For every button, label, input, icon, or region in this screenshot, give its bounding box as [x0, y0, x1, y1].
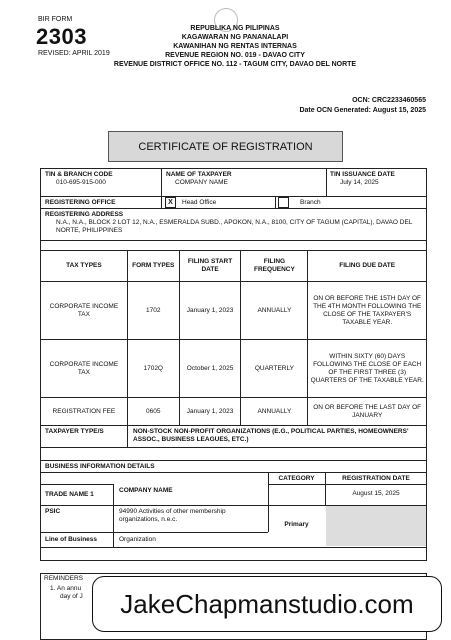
head-office-label: Head Office — [182, 199, 217, 206]
column-header: FILING FREQUENCY — [241, 251, 308, 282]
agency-line: KAWANIHAN NG RENTAS INTERNAS — [173, 43, 297, 50]
issuance-date-value: July 14, 2025 — [340, 179, 379, 186]
psic-label: PSIC — [45, 508, 61, 515]
revised-date: REVISED: APRIL 2019 — [38, 50, 110, 57]
taxpayer-name-label: NAME OF TAXPAYER — [166, 171, 232, 178]
empty-shaded-cell — [326, 506, 426, 546]
form-type-cell: 1702 — [127, 282, 179, 340]
tax-type-cell: CORPORATE INCOME TAX — [41, 340, 128, 398]
frequency-cell: QUARTERLY — [241, 340, 308, 398]
line-of-business-label: Line of Business — [45, 536, 98, 543]
column-header: TAX TYPES — [41, 251, 128, 282]
taxpayer-name-value: COMPANY NAME — [175, 179, 228, 186]
column-header: FILING START DATE — [179, 251, 241, 282]
trade-name-value: COMPANY NAME — [119, 487, 173, 494]
line-of-business-value: Organization — [119, 536, 156, 543]
start-date-cell: January 1, 2023 — [179, 398, 241, 426]
column-header: FORM TYPES — [127, 251, 179, 282]
tax-type-cell: REGISTRATION FEE — [41, 398, 128, 426]
reminder-line: 1. An annu — [50, 585, 82, 592]
tin-label: TIN & BRANCH CODE — [45, 171, 113, 178]
tax-types-table — [40, 250, 427, 426]
agency-line: REPUBLIKA NG PILIPINAS — [190, 25, 280, 32]
watermark-banner: JakeChapmanstudio.com — [92, 576, 442, 632]
agency-line: REVENUE DISTRICT OFFICE NO. 112 - TAGUM CITY, DAVAO DEL NORTE — [113, 61, 357, 68]
business-info-label: BUSINESS INFORMATION DETAILS — [45, 463, 155, 470]
table-row — [41, 282, 427, 340]
frequency-cell: ANNUALLY — [241, 282, 308, 340]
start-date-cell: October 1, 2025 — [179, 340, 241, 398]
due-date-cell: WITHIN SIXTY (60) DAYS FOLLOWING THE CLOSE OF EACH OF THE FIRST THREE (3) QUARTERS OF THE TAXABLE YEAR. — [308, 340, 427, 398]
branch-checkbox[interactable] — [278, 197, 289, 208]
taxpayer-type-label: TAXPAYER TYPE/S — [45, 428, 104, 435]
registration-date-header: REGISTRATION DATE — [342, 475, 410, 482]
table-header-row — [41, 251, 427, 282]
form-label: BIR FORM — [38, 16, 73, 23]
registering-address-label: REGISTERING ADDRESS — [45, 211, 124, 218]
due-date-cell: ON OR BEFORE THE 15TH DAY OF THE 4TH MONTH FOLLOWING THE CLOSE OF THE TAXPAYER'S TAXABLE YEAR. — [308, 282, 427, 340]
category-value: Primary — [284, 521, 309, 528]
due-date-cell: ON OR BEFORE THE LAST DAY OF JANUARY — [308, 398, 427, 426]
head-office-checkbox[interactable]: X — [165, 197, 176, 208]
agency-header — [95, 24, 375, 69]
psic-value: 94990 Activities of other membership organizations, n.e.c. — [119, 508, 226, 523]
trade-name-label: TRADE NAME 1 — [45, 491, 94, 498]
table-row — [41, 340, 427, 398]
registration-date-value: August 15, 2025 — [352, 490, 400, 497]
tax-type-cell: CORPORATE INCOME TAX — [41, 282, 128, 340]
start-date-cell: January 1, 2023 — [179, 282, 241, 340]
table-row — [41, 398, 427, 426]
column-header: FILING DUE DATE — [308, 251, 427, 282]
ocn-block — [299, 96, 426, 115]
reminder-line: day of J — [60, 593, 83, 600]
frequency-cell: ANNUALLY — [241, 398, 308, 426]
ocn-date: Date OCN Generated: August 15, 2025 — [299, 106, 426, 114]
ocn-number: OCN: CRC2233460565 — [352, 97, 426, 104]
form-type-cell: 1702Q — [127, 340, 179, 398]
branch-label: Branch — [300, 199, 321, 206]
registering-address-value: N.A., N.A., BLOCK 2 LOT 12, N.A., ESMERALDA SUBD., APOKON, N.A., 8100, CITY OF TAGUM (CAPITAL), DAVAO DEL NORTE, PHILIPPINES — [56, 219, 413, 234]
agency-line: REVENUE REGION NO. 019 - DAVAO CITY — [165, 52, 305, 59]
form-number: 2303 — [36, 24, 87, 49]
registering-office-label: REGISTERING OFFICE — [45, 199, 116, 206]
issuance-date-label: TIN ISSUANCE DATE — [330, 171, 395, 178]
certificate-title: CERTIFICATE OF REGISTRATION — [108, 131, 343, 162]
taxpayer-type-value: NON-STOCK NON-PROFIT ORGANIZATIONS (E.G., POLITICAL PARTIES, HOMEOWNERS' ASSOC., BUSINESS LEAGUES, ETC.) — [133, 428, 409, 443]
category-header: CATEGORY — [278, 475, 315, 482]
form-type-cell: 0605 — [127, 398, 179, 426]
tin-value: 010-695-915-000 — [56, 179, 106, 186]
agency-line: KAGAWARAN NG PANANALAPI — [181, 34, 289, 41]
reminders-title: REMINDERS — [44, 575, 84, 582]
